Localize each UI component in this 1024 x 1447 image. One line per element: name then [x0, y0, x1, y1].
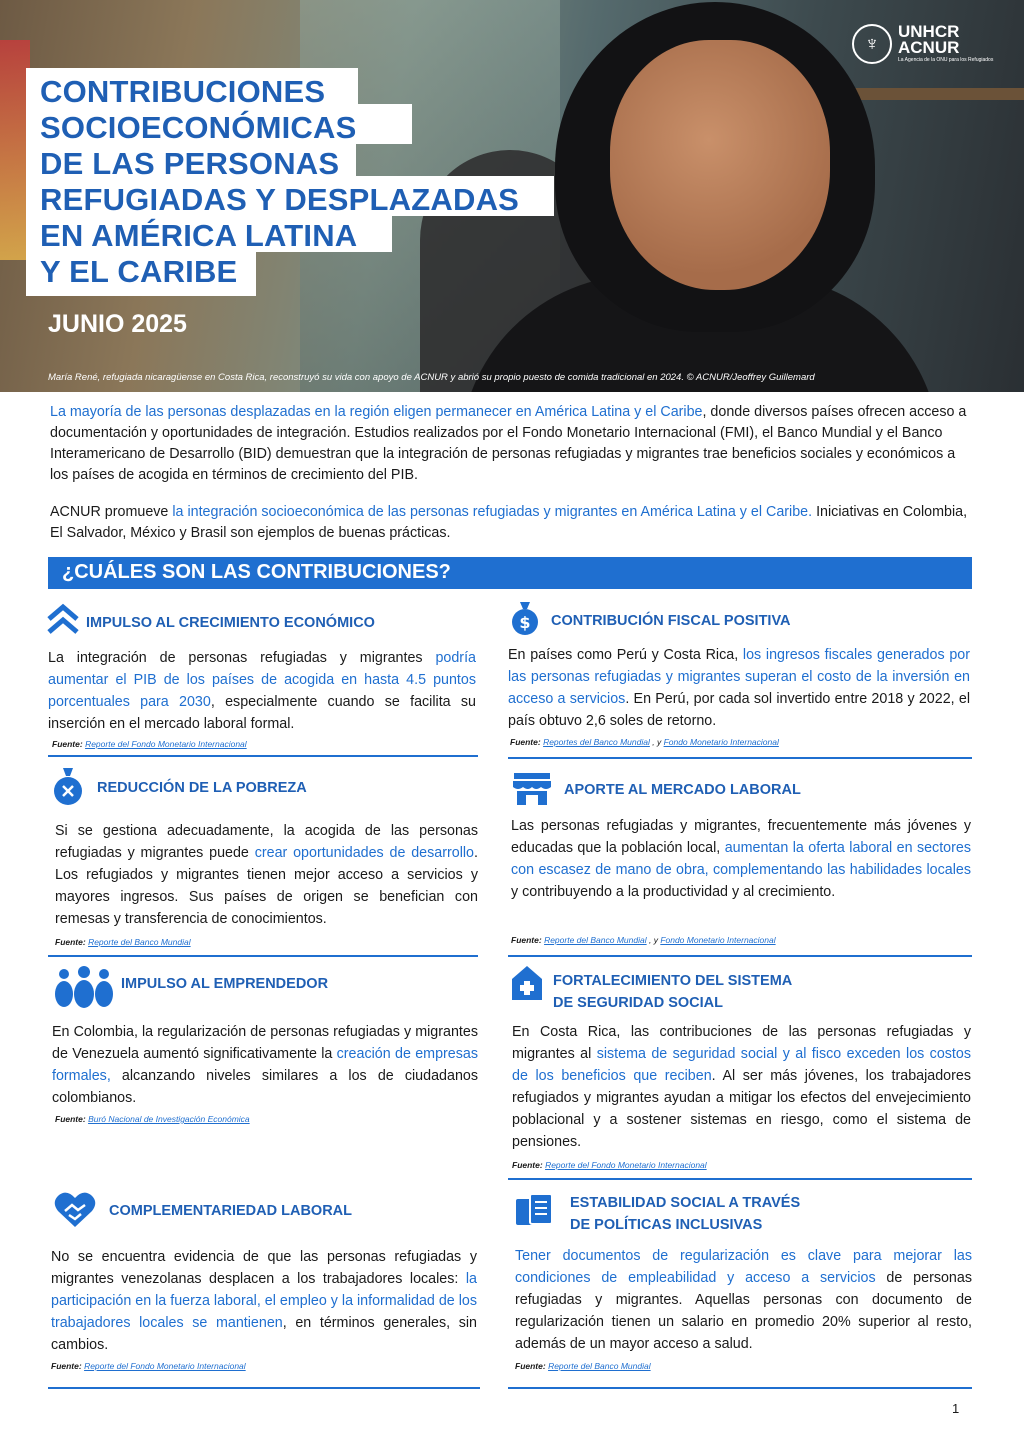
money-bag-icon	[510, 600, 540, 636]
link-labor[interactable]: aumentan la oferta laboral en sectores con escasez de mano de obra, complementando las habilidades locales	[511, 840, 971, 878]
documents-icon	[514, 1193, 556, 1229]
divider	[48, 755, 478, 757]
link-fiscal[interactable]: los ingresos fiscales generados por las personas refugiadas y migrantes superan el costo de la inversión en acceso a servicios	[508, 647, 970, 707]
link-complementarity[interactable]: la participación en la fuerza laboral, el empleo y la informalidad de los trabajadores locales se mantienen	[51, 1271, 477, 1331]
section-title-labor: APORTE AL MERCADO LABORAL	[564, 782, 801, 798]
source-social-stability: Fuente: Reporte del Banco Mundial	[515, 1361, 651, 1371]
section-body-social-security: En Costa Rica, las contribuciones de las personas refugiadas y migrantes al sistema de seguridad social y al fisco exceden los costos de los beneficios que reciben. Al ser más jóvenes, los trabajadores refugiados y migrantes ayudan a mitigar los efectos del envejecimiento poblacional y a sostener sistemas en riesgo, como el sistema de pensiones.	[512, 1024, 971, 1150]
section-body-complementarity: No se encuentra evidencia de que las personas refugiadas y migrantes venezolanas desplacen a los trabajadores locales: la participación en la fuerza laboral, el empleo y la informalidad de los trabajadores locales se mantienen, en términos generales, sin cambios.	[51, 1249, 477, 1353]
intro-paragraph-2: ACNUR promueve la integración socioeconómica de las personas refugiadas y migrantes en América Latina y el Caribe. Iniciativas en Colombia, El Salvador, México y Brasil son ejemplos de buenas prácticas.	[50, 504, 968, 541]
link-entrepreneur[interactable]: creación de empresas formales,	[52, 1046, 478, 1084]
source-link-social-stability[interactable]: Reporte del Banco Mundial	[548, 1361, 651, 1371]
section-title-social-stability-2: DE POLÍTICAS INCLUSIVAS	[570, 1217, 763, 1233]
source-link-fiscal-1[interactable]: Reportes del Banco Mundial	[543, 737, 650, 747]
source-poverty: Fuente: Reporte del Banco Mundial	[55, 937, 191, 947]
intro-link-1[interactable]: La mayoría de las personas desplazadas en la región eligen permanecer en América Latina y el Caribe	[50, 404, 703, 420]
svg-text:$: $	[519, 613, 531, 632]
divider	[508, 1178, 972, 1180]
chevrons-up-icon	[46, 603, 80, 635]
section-title-social-stability-1: ESTABILIDAD SOCIAL A TRAVÉS	[570, 1195, 801, 1211]
page-title-line-1: CONTRIBUCIONES	[40, 74, 326, 109]
link-poverty[interactable]: crear oportunidades de desarrollo	[254, 845, 475, 861]
divider	[508, 955, 972, 957]
source-labor: Fuente: Reporte del Banco Mundial , y Fondo Monetario Internacional	[511, 935, 776, 945]
source-link-fiscal-2[interactable]: Fondo Monetario Internacional	[663, 737, 779, 747]
section-body-entrepreneur: En Colombia, la regularización de personas refugiadas y migrantes de Venezuela aumentó significativamente la creación de empresas formales, alcanzando niveles similares a los de ciudadanos colombianos.	[52, 1024, 478, 1106]
link-growth[interactable]: podría aumentar el PIB de los países de acogida en hasta 4.5 puntos porcentuales para 2030	[48, 650, 476, 710]
page-title-line-4: REFUGIADAS Y DESPLAZADAS	[40, 182, 520, 217]
section-title-entrepreneur: IMPULSO AL EMPRENDEDOR	[121, 976, 329, 992]
source-link-labor-1[interactable]: Reporte del Banco Mundial	[544, 935, 647, 945]
section-body-poverty: Si se gestiona adecuadamente, la acogida de las personas refugiadas y migrantes puede crear oportunidades de desarrollo. Los refugiados y migrantes tienen mejor acceso a servicios y mayores ingresos. Sus países de origen se benefician con remesas y transferencia de conocimientos.	[55, 823, 478, 927]
page-number: 1	[952, 1401, 960, 1416]
divider	[48, 1387, 480, 1389]
section-title-social-security-1: FORTALECIMIENTO DEL SISTEMA	[553, 973, 793, 989]
section-body-growth: La integración de personas refugiadas y migrantes podría aumentar el PIB de los países de acogida en hasta 4.5 puntos porcentuales para 2030, especialmente cuando se facilita su inserción en el mercado laboral formal.	[48, 650, 477, 732]
photo-caption: María René, refugiada nicaragüense en Costa Rica, reconstruyó su vida con apoyo de ACNUR y abrió su propio puesto de comida tradicional en 2024. © ACNUR/Jeoffrey Guillemard	[48, 372, 815, 383]
poverty-bag-icon	[52, 766, 84, 806]
section-body-labor: Las personas refugiadas y migrantes, frecuentemente más jóvenes y educadas que la población local, aumentan la oferta laboral en sectores con escasez de mano de obra, complementando las habilidades locales y contribuyendo a la productividad y al crecimiento.	[511, 818, 971, 900]
section-title-poverty: REDUCCIÓN DE LA POBREZA	[97, 780, 307, 796]
source-complementarity: Fuente: Reporte del Fondo Monetario Internacional	[51, 1361, 246, 1371]
source-link-social-security[interactable]: Reporte del Fondo Monetario Internacional	[545, 1160, 707, 1170]
divider	[508, 757, 972, 759]
source-link-entrepreneur[interactable]: Buró Nacional de Investigación Económica	[88, 1114, 250, 1124]
intro-link-2[interactable]: la integración socioeconómica de las personas refugiadas y migrantes en América Latina y el Caribe.	[172, 504, 813, 520]
page-title-line-6: Y EL CARIBE	[40, 254, 238, 289]
section-banner: ¿CUÁLES SON LAS CONTRIBUCIONES?	[48, 557, 972, 589]
page-title-line-2: SOCIOECONÓMICAS	[40, 110, 357, 145]
section-title-fiscal: CONTRIBUCIÓN FISCAL POSITIVA	[551, 613, 791, 629]
unhcr-logo: ♆ UNHCR ACNUR La Agencia de la ONU para los Refugiados	[852, 22, 982, 72]
storefront-icon	[512, 771, 552, 807]
source-entrepreneur: Fuente: Buró Nacional de Investigación Económica	[55, 1114, 250, 1124]
page-title-line-5: EN AMÉRICA LATINA	[40, 218, 358, 253]
source-link-poverty[interactable]: Reporte del Banco Mundial	[88, 937, 191, 947]
section-body-fiscal: En países como Perú y Costa Rica, los ingresos fiscales generados por las personas refugiadas y migrantes superan el costo de la inversión en acceso a servicios. En Perú, por cada sol invertido entre 2018 y 2022, el país obtuvo 2,6 soles de retorno.	[508, 647, 970, 729]
source-fiscal: Fuente: Reportes del Banco Mundial , y Fondo Monetario Internacional	[510, 737, 779, 747]
intro-paragraph-1: La mayoría de las personas desplazadas en la región eligen permanecer en América Latina y el Caribe, donde diversos países ofrecen acceso a documentación y oportunidades de integración. Estudios realizados por el Fondo Monetario Internacional (FMI), el Banco Mundial y el Banco Interamericano de Desarrollo (BID) demuestran que la integración de personas refugiadas y migrantes trae beneficios sociales y económicos a los países de acogida en términos de crecimiento del PIB.	[50, 404, 967, 483]
source-link-growth[interactable]: Reporte del Fondo Monetario Internacional	[85, 739, 247, 749]
divider	[508, 1387, 972, 1389]
publication-date: JUNIO 2025	[48, 310, 187, 338]
source-social-security: Fuente: Reporte del Fondo Monetario Internacional	[512, 1160, 707, 1170]
section-body-social-stability: Tener documentos de regularización es clave para mejorar las condiciones de empleabilidad y acceso a servicios de personas refugiadas y migrantes. Aquellas personas con documento de regularización tienen un salario en promedio 20% superior al resto, además de un mayor acceso a salud.	[515, 1248, 972, 1352]
link-social-stability[interactable]: Tener documentos de regularización es clave para mejorar las condiciones de empleabilidad y acceso a servicios	[515, 1248, 972, 1286]
unhcr-emblem-icon: ♆	[852, 24, 892, 64]
page-title-line-3: DE LAS PERSONAS	[40, 146, 340, 181]
section-title-growth: IMPULSO AL CRECIMIENTO ECONÓMICO	[86, 615, 375, 631]
handshake-heart-icon	[54, 1191, 96, 1229]
people-group-icon	[55, 966, 113, 1008]
section-title-social-security-2: DE SEGURIDAD SOCIAL	[553, 995, 723, 1011]
section-title-complementarity: COMPLEMENTARIEDAD LABORAL	[109, 1203, 352, 1219]
link-social-security[interactable]: sistema de seguridad social y al fisco exceden los costos de los beneficios que reciben	[512, 1046, 971, 1084]
source-growth: Fuente: Reporte del Fondo Monetario Internacional	[52, 739, 247, 749]
source-link-labor-2[interactable]: Fondo Monetario Internacional	[660, 935, 776, 945]
house-plus-icon	[511, 965, 543, 1001]
divider	[48, 955, 478, 957]
source-link-complementarity[interactable]: Reporte del Fondo Monetario Internacional	[84, 1361, 246, 1371]
